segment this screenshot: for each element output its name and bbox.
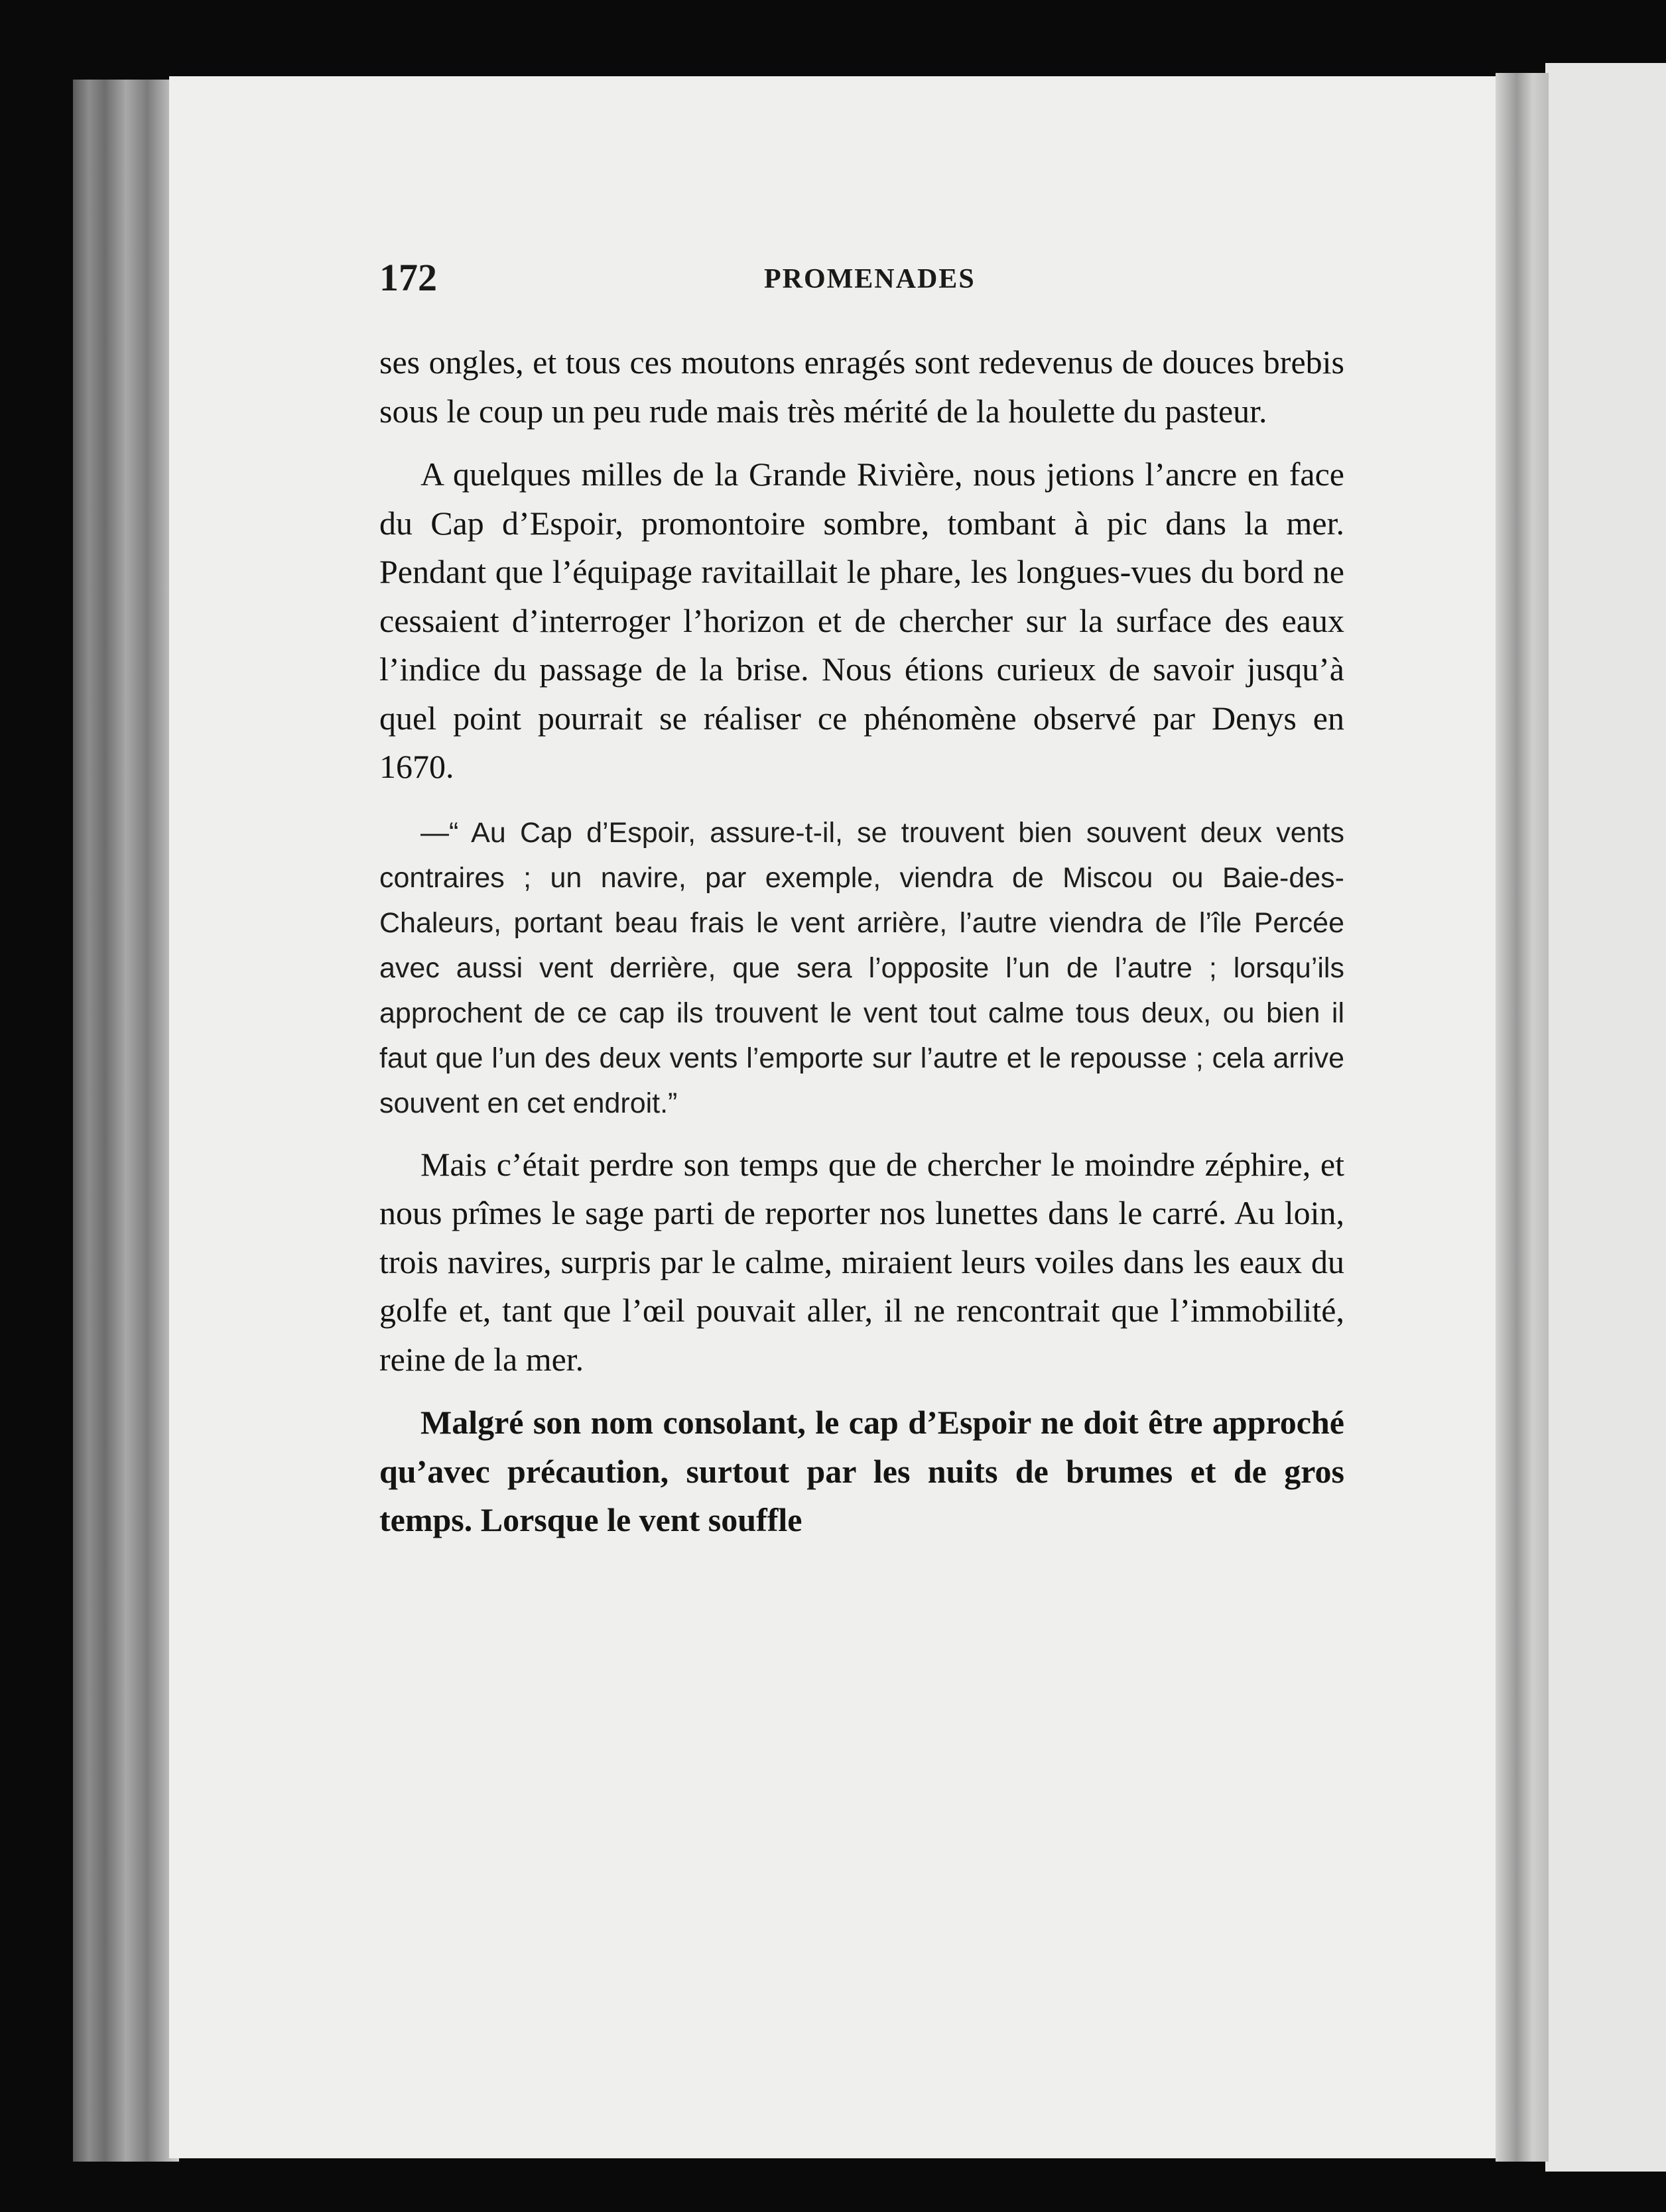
quotation-denys: —“ Au Cap d’Espoir, assure-t-il, se trouvent bien souvent deux vents contraires ; un navire, par exemple, viendra de Miscou ou Baie-des-Chaleurs, portant beau frais le vent arrière, l’autre viendra de l’île Percée avec aussi vent derrière, que sera l’opposite l’un de l’autre ; lorsqu’ils approchent de ce cap ils trouvent le vent tout calme tous deux, ou bien il faut que l’un des deux vents l’emporte sur l’autre et le repousse ; cela arrive souvent en cet endroit.” <box>379 816 1344 1119</box>
page-gutter-edge <box>1496 73 1549 2162</box>
paragraph-malgre: Malgré son nom consolant, le cap d’Espoir ne doit être approché qu’avec précaution, surtout par les nuits de brumes et de gros temps. Lorsque le vent souffle <box>379 1404 1344 1538</box>
page-number: 172 <box>379 256 437 299</box>
body-text <box>379 338 1344 1545</box>
facing-page-edge <box>1545 63 1666 2172</box>
page-header <box>379 255 1341 302</box>
running-head: PROMENADES <box>764 264 976 294</box>
paragraph-continued: ses ongles, et tous ces moutons enragés sont redevenus de douces brebis sous le coup un peu rude mais très mérité de la houlette du pasteur. <box>379 343 1344 430</box>
paragraph-zephire: Mais c’était perdre son temps que de chercher le moindre zéphire, et nous prîmes le sage parti de reporter nos lunettes dans le carré. Au loin, trois navires, surpris par le calme, miraient leurs voiles dans les eaux du golfe et, tant que l’œil pouvait aller, il ne rencontrait que l’immobilité, reine de la mer. <box>379 1145 1344 1378</box>
paragraph-cap-espoir: A quelques milles de la Grande Rivière, nous jetions l’ancre en face du Cap d’Espoir, promontoire sombre, tombant à pic dans la mer. Pendant que l’équipage ravitaillait le phare, les longues-vues du bord ne cessaient d’interroger l’horizon et de chercher sur la surface des eaux l’indice du passage de la brise. Nous étions curieux de savoir jusqu’à quel point pourrait se réaliser ce phénomène observé par Denys en 1670. <box>379 456 1344 785</box>
book-spine-edges <box>73 80 179 2162</box>
